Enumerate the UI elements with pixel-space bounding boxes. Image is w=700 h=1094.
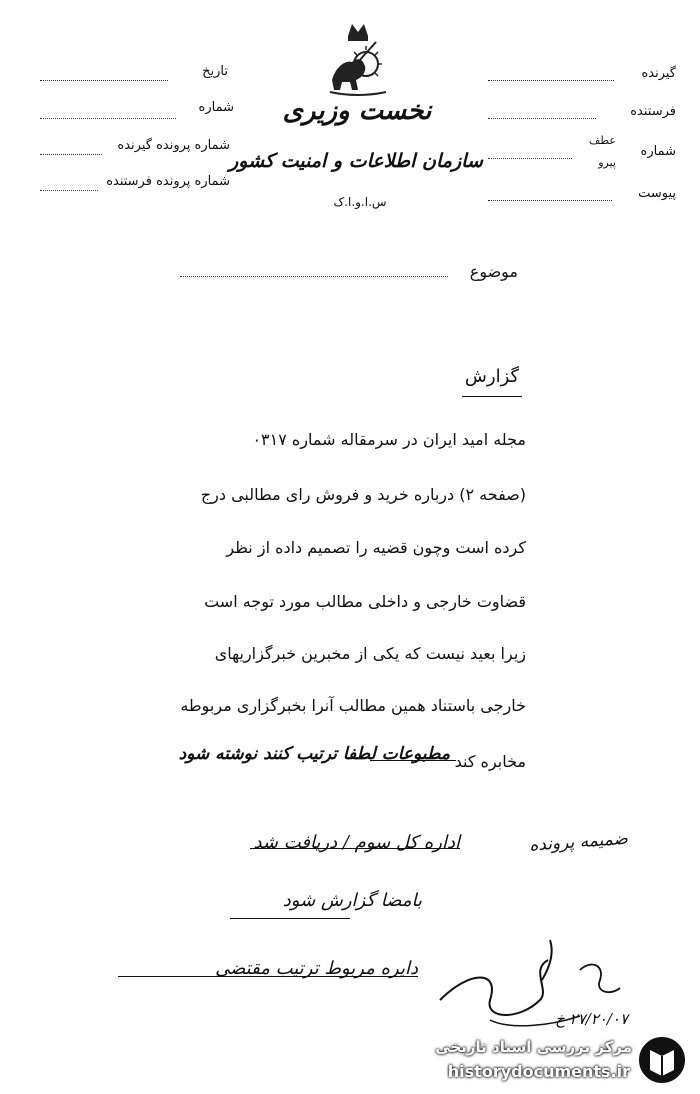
handwritten-line-1: مطبوعات لطفا ترتیب کنند نوشته شود (178, 744, 450, 764)
body-line-2: (صفحه ۲) درباره خرید و فروش رای مطالبی درج (200, 485, 526, 504)
date-field-line (40, 80, 168, 81)
body-line-5: زیرا بعید نیست که یکی از مخبرین خبرگزاریهای (214, 644, 526, 663)
reference-field-line (488, 158, 572, 159)
watermark-name: مرکز بررسی اسناد تاریخی (435, 1038, 632, 1056)
body-line-1: مجله امید ایران در سرمقاله شماره ۰۳۱۷ (252, 430, 526, 449)
handwritten-underline-3 (230, 918, 350, 919)
lion-and-sun-emblem (318, 18, 398, 98)
attachment-label: پیوست (638, 186, 676, 201)
handwritten-line-5: دایره مربوط ترتیب مقتضی (215, 958, 418, 979)
receiver-label: گیرنده (641, 66, 676, 81)
watermark-logo-icon (636, 1034, 688, 1086)
subject-label: موضوع (469, 262, 518, 281)
report-title-underline (462, 396, 522, 397)
handwritten-date-note: ۲۷/۲۰/۰۷ خ (555, 1010, 628, 1028)
sender-file-label: شماره پرونده فرستنده (106, 174, 230, 189)
body-line-4: قضاوت خارجی و داخلی مطالب مورد توجه است (204, 592, 526, 611)
watermark-url: historydocuments.ir (447, 1062, 630, 1081)
subject-field-line (180, 276, 448, 277)
sender-field-line (488, 118, 596, 119)
body-line-6: خارجی باستناد همین مطالب آنرا بخبرگزاری مربوطه (180, 696, 526, 715)
handwritten-strike-5 (118, 976, 418, 977)
body-line-3: کرده است وچون قضیه را تصمیم داده از نظر (226, 538, 526, 557)
reference-label: عطف (589, 134, 616, 147)
receiver-field-line (488, 80, 614, 81)
handwritten-line-3: بامضا گزارش شود (282, 890, 422, 911)
signature (430, 930, 630, 1040)
sender-file-line (40, 190, 98, 191)
attachment-field-line (488, 200, 612, 201)
org-title: نخست وزیری (282, 96, 432, 126)
receiver-file-label: شماره پرونده گیرنده (117, 138, 230, 153)
report-title: گزارش (464, 366, 520, 387)
handwritten-strike-2 (250, 848, 460, 849)
number-field-line (40, 118, 176, 119)
org-code: س.ا.و.ا.ک (333, 195, 387, 209)
body-line-7: مخابره کند (454, 752, 526, 771)
sender-label: فرستنده (630, 104, 676, 119)
org-subtitle: سازمان اطلاعات و امنیت کشور (229, 150, 483, 172)
handwritten-strike-1 (370, 760, 456, 761)
number-label: شماره (198, 100, 234, 115)
receiver-file-line (40, 154, 102, 155)
handwritten-line-2: اداره کل سوم / دریافت شد (253, 832, 460, 853)
number-label-right: شماره (640, 144, 676, 159)
handwritten-line-4: ضمیمه پرونده (528, 828, 629, 856)
date-label: تاریخ (202, 64, 228, 79)
follow-up-label: پیرو (598, 156, 616, 169)
